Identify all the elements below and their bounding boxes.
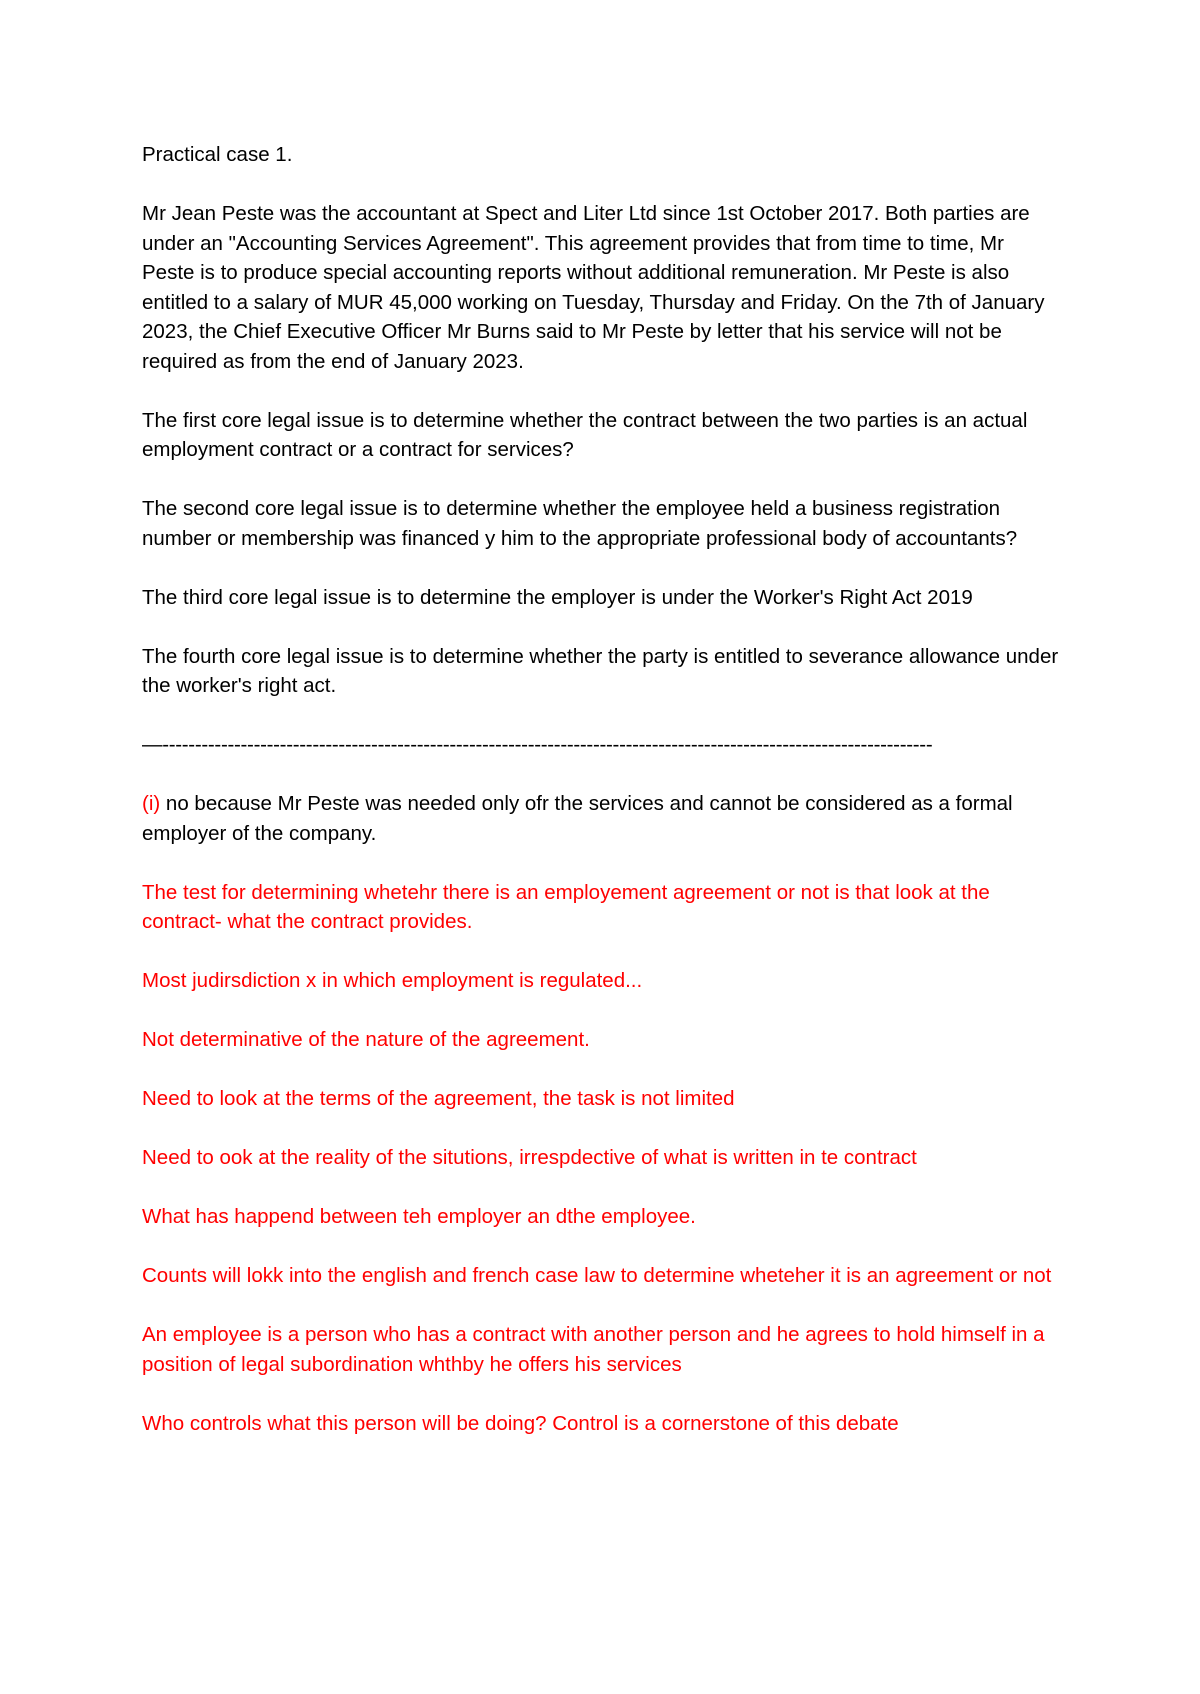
legal-issue-2: The second core legal issue is to determine whether the employee held a business registration number or membership was financed y him to the appropriate professional body of accountants?: [142, 497, 1018, 550]
answer-label: (i): [142, 792, 161, 815]
legal-issue-4: The fourth core legal issue is to determine whether the party is entitled to severance allowance under the worker's right act.: [142, 644, 1059, 697]
legal-issue-1: The first core legal issue is to determine whether the contract between the two parties is an actual employment contract or a contract for services?: [142, 408, 1028, 461]
note-6: What has happend between teh employer an dthe employee.: [142, 1205, 696, 1228]
legal-issue-3: The third core legal issue is to determine the employer is under the Worker's Right Act 2019: [142, 585, 973, 609]
note-3: Not determinative of the nature of the agreement.: [142, 1028, 590, 1051]
case-title: Practical case 1.: [142, 143, 293, 166]
note-5: Need to ook at the reality of the situtions, irrespdective of what is written in te contract: [142, 1146, 917, 1169]
note-1: The test for determining whetehr there is an employement agreement or not is that look at the contract- what the contract provides.: [142, 880, 990, 933]
answer-paragraph: [142, 789, 1062, 848]
note-9: Who controls what this person will be doing? Control is a cornerstone of this debate: [142, 1411, 899, 1435]
note-8: An employee is a person who has a contract with another person and he agrees to hold himself in a position of legal subordination whthby he offers his services: [142, 1323, 1045, 1376]
note-2: Most judirsdiction x in which employment is regulated...: [142, 969, 643, 992]
section-divider: —----------------------------------------------------------------------------------------------------------------------: [142, 733, 933, 756]
document-page: [142, 140, 1062, 1468]
case-facts: Mr Jean Peste was the accountant at Spect and Liter Ltd since 1st October 2017. Both parties are under an "Accounting Services Agreement". This agreement provides that from time to time, Mr Peste is to produce special accounting reports without additional remuneration. Mr Peste is also entitled to a salary of MUR 45,000 working on Tuesday, Thursday and Friday. On the 7th of January 2023, the Chief Executive Officer Mr Burns said to Mr Peste by letter that his service will not be required as from the end of January 2023.: [142, 202, 1045, 373]
answer-text: no because Mr Peste was needed only ofr the services and cannot be considered as a formal employer of the company.: [142, 792, 1013, 845]
note-7: Counts will lokk into the english and french case law to determine wheteher it is an agreement or not: [142, 1264, 1052, 1287]
note-4: Need to look at the terms of the agreement, the task is not limited: [142, 1087, 735, 1110]
